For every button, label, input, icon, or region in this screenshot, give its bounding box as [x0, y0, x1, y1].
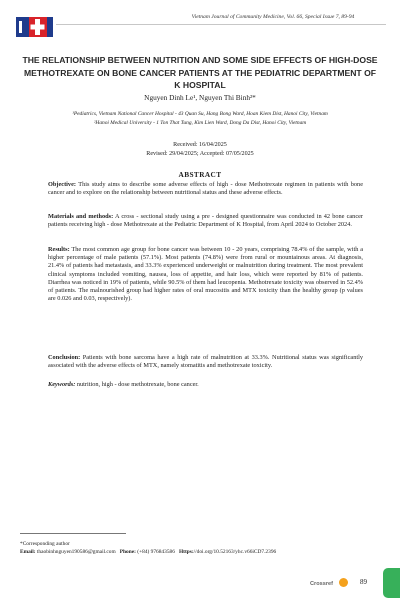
abstract-keywords — [48, 381, 363, 389]
abstract-objective — [48, 181, 363, 197]
revised-accepted-date: Revised: 29/04/2025; Accepted: 07/05/2025 — [146, 151, 254, 158]
results-label: Results: — [48, 246, 70, 253]
email-label: Email: — [20, 549, 36, 555]
objective-text: This study aims to describe some adverse effects of high - dose Methotrexate regimen in patients with bone cancer and to explore on the relationship between nutritional status and these adverse effects. — [48, 181, 363, 197]
crossref-logo-text[interactable]: Crossref — [310, 581, 334, 587]
phone-label: Phone: — [119, 549, 136, 555]
https-label: Https: — [178, 549, 194, 555]
affiliation-1: ¹Pediatrics, Vietnam National Cancer Hospital - 43 Quan Su, Hang Bong Ward, Hoan Kiem Dist, Hanoi City, Vietnam — [72, 111, 328, 117]
footnote-rule — [20, 533, 126, 534]
crossref-badge-icon[interactable] — [339, 578, 348, 587]
methods-text: A cross - sectional study using a pre - designed questionnaire was conducted in 42 bone cancer patients receiving high - dose Methotrexate at the Pediatric Department of K Hospital, from April 2024 to October 2024. — [48, 213, 364, 229]
abstract-heading: ABSTRACT — [178, 170, 222, 179]
doi-link[interactable]: //doi.org/10.52163/yhc.v66iCD7.2396 — [193, 549, 277, 555]
abstract-results — [48, 246, 363, 303]
conclusion-label: Conclusion: — [48, 354, 81, 361]
keywords-text: nutrition, high - dose methotrexate, bone cancer. — [75, 381, 199, 388]
paper-title: THE RELATIONSHIP BETWEEN NUTRITION AND SOME SIDE EFFECTS OF HIGH-DOSE METHOTREXATE ON BONE CANCER PATIENTS AT THE PEDIATRIC DEPARTMENT OF K HOSPITAL — [22, 55, 378, 91]
page-edge-tab — [383, 568, 400, 598]
objective-label: Objective: — [48, 181, 76, 188]
conclusion-text: Patients with bone sarcoma have a high rate of malnutrition at 33.3%. Nutritional status was significantly associated with the adverse effects of MTX, namely stomatitis and methotrexate toxicity. — [48, 354, 363, 370]
received-date: Received: 16/04/2025 — [173, 142, 227, 148]
page-number: 89 — [360, 578, 367, 586]
keywords-label: Keywords: — [48, 381, 76, 388]
affiliation-2: ²Hanoi Medical University - 1 Ton That Tung, Kim Lien Ward, Dong Da Dist, Hanoi City, Vietnam — [93, 119, 307, 126]
abstract-conclusion — [48, 354, 363, 370]
email-link[interactable]: thaobinhnguyen190586@gmail.com — [35, 549, 116, 555]
header-rule — [56, 24, 386, 25]
journal-header: Vietnam Journal of Community Medicine, Vol. 66, Special Issue 7, 89-94 — [191, 14, 355, 20]
journal-logo — [16, 14, 54, 42]
article-dates — [20, 141, 380, 159]
contact-line — [20, 549, 390, 555]
results-text: The most common age group for bone cancer was between 10 - 20 years, comprising 78.4% of the sample, with a higher percentage of male patients (57.1%). Most patients (74.8%) were from rural or mountainous areas. At diagnosis, 21.4% of patients had metastasis, and 33.3% experienced underweight or malnutrition during treatment. The most prevalent clinical symptoms included vomiting, nausea, loss of appetite, and hair loss, which were reported by 81% of patients. Diarrhea was noticed in 19% of patients, while 90.5% of them had leucopenia. Methotrexate toxicity was observed in 52.4% of patients. The malnourished group had higher rates of oral mucositis and MTX toxicity than the healthy group (p values are 0.026 and 0.03, respectively). — [48, 246, 363, 303]
corresponding-author-note: *Corresponding author — [20, 541, 70, 547]
authors: Nguyen Dinh Le¹, Nguyen Thi Binh²* — [144, 93, 256, 102]
phone-value: (+84) 976843586 — [135, 549, 175, 555]
abstract-methods — [48, 213, 363, 229]
methods-label: Materials and methods: — [48, 213, 114, 220]
